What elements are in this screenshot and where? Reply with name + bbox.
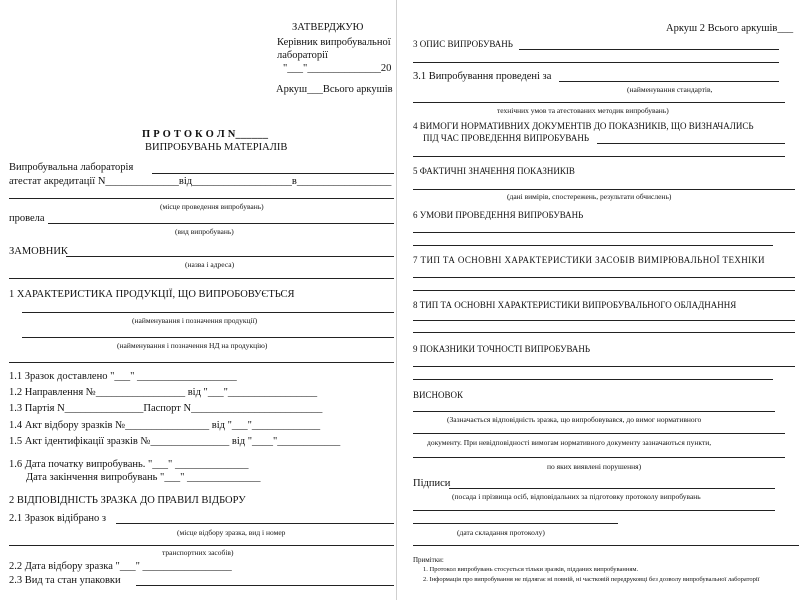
customer-caption: (назва і адреса): [185, 260, 235, 269]
section4-subtitle: ПІД ЧАС ПРОВЕДЕННЯ ВИПРОБУВАНЬ: [423, 133, 589, 143]
section7-field-2[interactable]: [413, 290, 795, 291]
note-2: 2. Інформація про випробування не підлягає ні повній, ні частковій передруковці без дозволу випробувальної лабораторії: [423, 576, 760, 583]
section5-title: 5 ФАКТИЧНІ ЗНАЧЕННЯ ПОКАЗНИКІВ: [413, 166, 575, 176]
product-nd-caption: (найменування і позначення НД на продукцію): [117, 341, 268, 350]
item-1-4: 1.4 Акт відбору зразків №________________ від "___"_____________: [9, 420, 321, 431]
standards-field[interactable]: [559, 81, 779, 82]
sheet2-label: Аркуш 2 Всього аркушів___: [666, 23, 794, 34]
notes-title: Примітки:: [413, 556, 444, 564]
section31-title: 3.1 Випробування проведені за: [413, 71, 552, 82]
section9-field[interactable]: [413, 366, 795, 367]
item-1-5: 1.5 Акт ідентифікації зразків №_______________ від "____"____________: [9, 436, 341, 447]
section1-title: 1 ХАРАКТЕРИСТИКА ПРОДУКЦІЇ, ЩО ВИПРОБОВУЄТЬСЯ: [9, 289, 295, 300]
signatures-field-2[interactable]: [413, 510, 775, 511]
transport-caption: транспортних засобів): [162, 548, 234, 557]
approve-head: Керівник випробувальної: [277, 37, 391, 48]
item-2-2: 2.2 Дата відбору зразка "___" _________________: [9, 561, 232, 572]
section9-field-2[interactable]: [413, 379, 773, 380]
conclusion-caption-2: документу. При невідповідності вимогам нормативного документу зазначаються пункти,: [427, 438, 712, 447]
approve-lab: лабораторії: [277, 50, 328, 61]
lab-field[interactable]: [152, 173, 394, 174]
item-1-6-start: 1.6 Дата початку випробувань. "___" ______________: [9, 459, 249, 470]
package-field[interactable]: [136, 585, 394, 586]
section4-field[interactable]: [597, 143, 785, 144]
methods-caption: технічних умов та атестованих методик випробувань): [497, 106, 669, 115]
sample-source-field[interactable]: [116, 523, 394, 524]
product-caption: (найменування і позначення продукції): [132, 316, 258, 325]
item-1-6-end: Дата закінчення випробувань "___" ______________: [26, 472, 261, 483]
section2-title: 2 ВІДПОВІДНІСТЬ ЗРАЗКА ДО ПРАВИЛ ВІДБОРУ: [9, 495, 246, 506]
section3-title: 3 ОПИС ВИПРОБУВАНЬ: [413, 39, 513, 49]
approve-title: ЗАТВЕРДЖУЮ: [292, 22, 364, 33]
customer-label: ЗАМОВНИК: [9, 246, 68, 257]
section6-field-2[interactable]: [413, 245, 773, 246]
item-2-1: 2.1 Зразок відібрано з: [9, 513, 107, 524]
standards-caption: (найменування стандартів,: [627, 85, 713, 94]
protocol-title: П Р О Т О К О Л N______: [142, 129, 269, 140]
note-1: 1. Протокол випробувань стосується тільки зразків, підданих випробуванням.: [423, 566, 639, 573]
place-caption: (місце проведення випробувань): [160, 202, 264, 211]
conclusion-field[interactable]: [413, 411, 775, 412]
section5-field[interactable]: [413, 189, 795, 190]
kind-caption: (вид випробувань): [175, 227, 234, 236]
performed-label: провела: [9, 213, 45, 224]
section4-field-2[interactable]: [413, 156, 785, 157]
section3-field[interactable]: [519, 49, 779, 50]
conclusion-field-2[interactable]: [413, 433, 785, 434]
conclusion-caption-1: (Зазначається відповідність зразка, що випробовувався, до вимог нормативного: [447, 415, 702, 424]
section6-title: 6 УМОВИ ПРОВЕДЕННЯ ВИПРОБУВАНЬ: [413, 210, 584, 220]
sample-source-caption: (місце відбору зразка, вид і номер: [177, 528, 286, 537]
lab-label: Випробувальна лабораторія: [9, 162, 134, 173]
approve-date: "___"______________20: [283, 63, 392, 74]
section9-title: 9 ПОКАЗНИКИ ТОЧНОСТІ ВИПРОБУВАНЬ: [413, 344, 591, 354]
protocol-page-2: [396, 0, 800, 600]
customer-field[interactable]: [66, 256, 394, 257]
performed-field[interactable]: [48, 223, 394, 224]
conclusion-caption-3: по яких виявлені порушення): [547, 462, 642, 471]
signatures-field[interactable]: [449, 488, 775, 489]
section7-field[interactable]: [413, 277, 795, 278]
notes-divider: [413, 545, 799, 546]
product-field[interactable]: [22, 312, 394, 313]
standards-field-2[interactable]: [413, 102, 785, 103]
conclusion-field-3[interactable]: [413, 457, 785, 458]
signatures-label: Підписи: [413, 478, 451, 489]
product-nd-field[interactable]: [22, 337, 394, 338]
protocol-date-field[interactable]: [413, 523, 618, 524]
protocol-date-caption: (дата складання протоколу): [457, 528, 545, 537]
product-nd-field-2[interactable]: [9, 362, 394, 363]
section8-field[interactable]: [413, 320, 795, 321]
section4-title: 4 ВИМОГИ НОРМАТИВНИХ ДОКУМЕНТІВ ДО ПОКАЗНИКІВ, ЩО ВИЗНАЧАЛИСЬ: [413, 121, 754, 131]
conclusion-title: ВИСНОВОК: [413, 390, 464, 400]
section8-title: 8 ТИП ТА ОСНОВНІ ХАРАКТЕРИСТИКИ ВИПРОБУВАЛЬНОГО ОБЛАДНАННЯ: [413, 300, 737, 310]
approve-sheet: Аркуш___Всього аркушів: [276, 84, 393, 95]
item-1-1: 1.1 Зразок доставлено "___" ___________________: [9, 371, 237, 382]
item-2-3: 2.3 Вид та стан упаковки: [9, 575, 121, 586]
section5-caption: (дані вимірів, спостережень, результати обчислень): [507, 192, 672, 201]
attestat-line: атестат акредитації N______________від___________________в__________________: [9, 176, 392, 187]
section6-field[interactable]: [413, 232, 795, 233]
signatures-caption: (посада і прізвища осіб, відповідальних за підготовку протоколу випробувань: [452, 492, 701, 501]
item-1-3: 1.3 Партія N_______________Паспорт N_________________________: [9, 403, 323, 414]
item-1-2: 1.2 Направлення №_________________ від "___"_________________: [9, 387, 318, 398]
customer-field-2[interactable]: [9, 278, 394, 279]
protocol-page-1: [0, 0, 396, 600]
section3-field-2[interactable]: [413, 62, 779, 63]
place-field[interactable]: [9, 198, 394, 199]
transport-field[interactable]: [9, 545, 394, 546]
section8-field-2[interactable]: [413, 332, 795, 333]
section7-title: 7 ТИП ТА ОСНОВНІ ХАРАКТЕРИСТИКИ ЗАСОБІВ ВИМІРЮВАЛЬНОЇ ТЕХНІКИ: [413, 255, 765, 265]
protocol-subtitle: ВИПРОБУВАНЬ МАТЕРІАЛІВ: [145, 142, 288, 153]
